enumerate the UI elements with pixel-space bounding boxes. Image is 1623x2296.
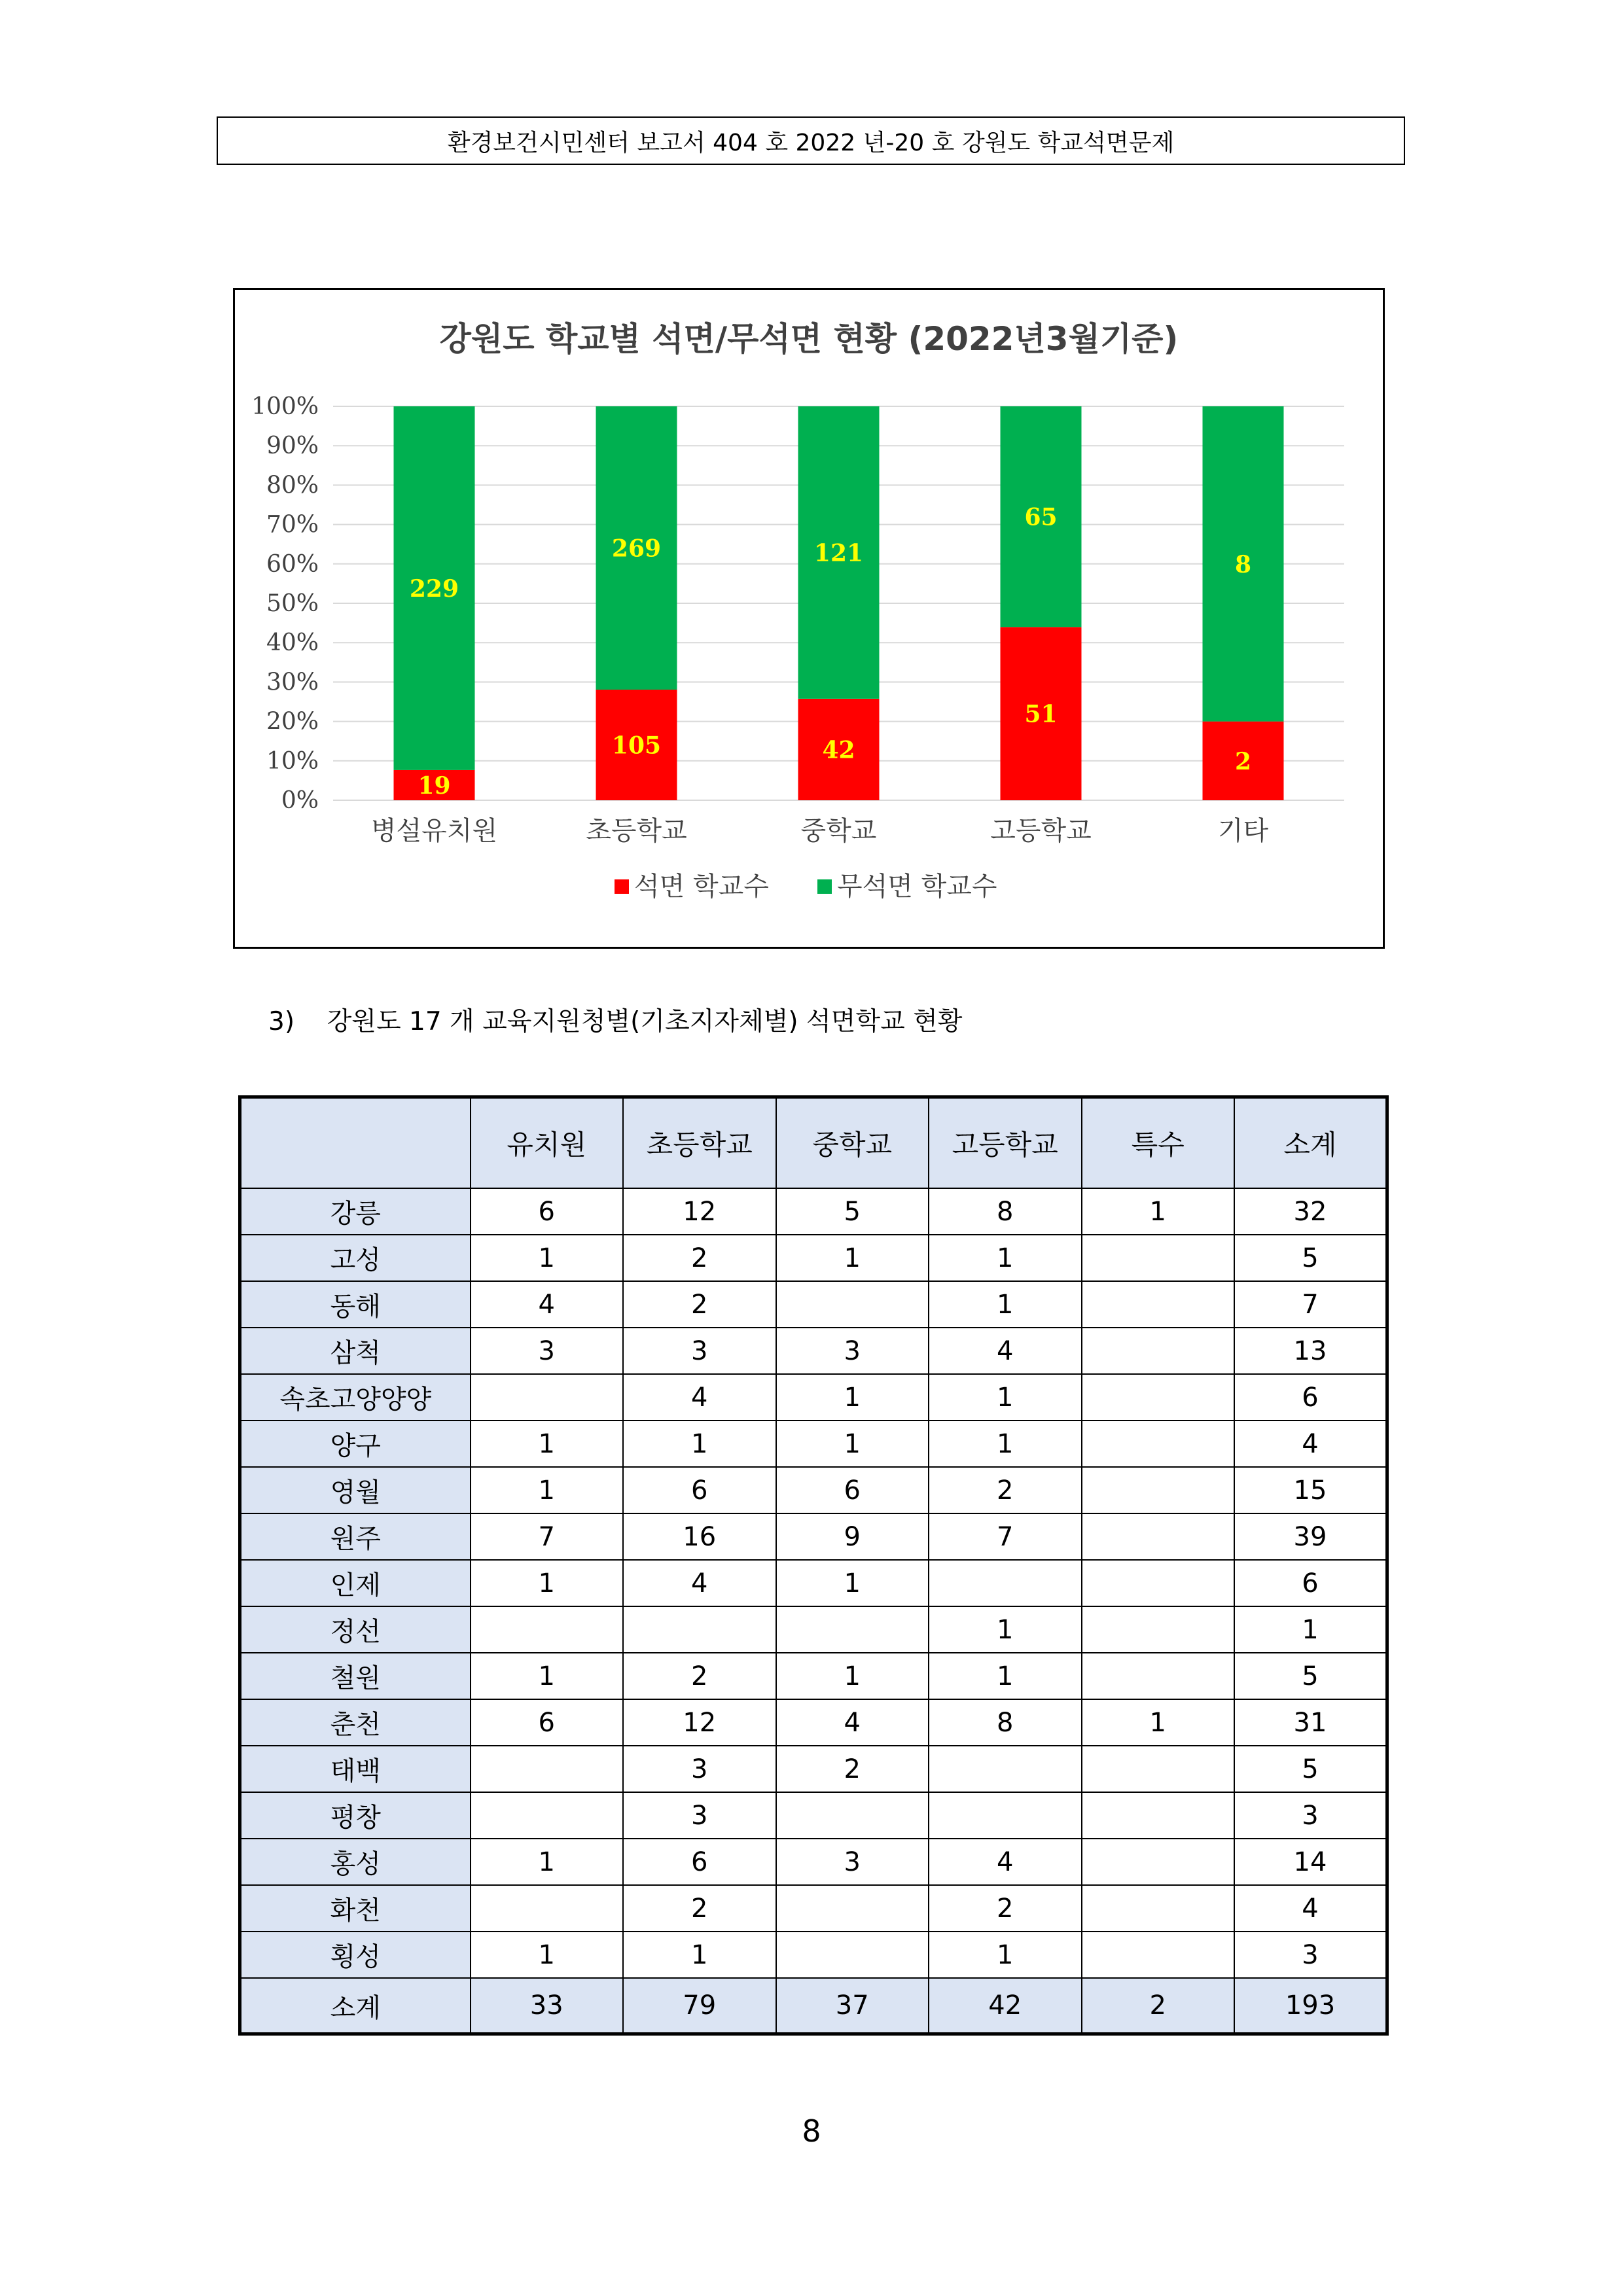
data-label: 121 <box>813 539 864 567</box>
table-row <box>240 1281 1387 1328</box>
count-cell: 1 <box>929 1421 1082 1467</box>
y-tick-label: 60% <box>266 550 319 578</box>
data-label: 105 <box>611 732 662 760</box>
count-cell <box>1082 1606 1235 1653</box>
count-cell: 2 <box>929 1885 1082 1932</box>
count-cell: 1 <box>1082 1699 1235 1746</box>
y-tick-label: 0% <box>281 787 319 814</box>
total-count-cell: 79 <box>623 1978 776 2034</box>
count-cell: 4 <box>1234 1421 1387 1467</box>
count-cell: 1 <box>929 1653 1082 1699</box>
x-tick-label: 초등학교 <box>586 816 687 846</box>
count-cell: 1 <box>471 1235 624 1281</box>
y-tick-label: 50% <box>266 590 319 617</box>
count-cell: 1 <box>929 1932 1082 1978</box>
count-cell: 12 <box>623 1699 776 1746</box>
table-row <box>240 1467 1387 1513</box>
count-cell: 3 <box>623 1746 776 1792</box>
y-tick-label: 10% <box>266 747 319 775</box>
count-cell <box>1082 1374 1235 1421</box>
count-cell: 8 <box>929 1699 1082 1746</box>
total-count-cell: 33 <box>471 1978 624 2034</box>
count-cell <box>776 1932 929 1978</box>
table-corner-cell <box>240 1097 471 1189</box>
data-label: 65 <box>1024 503 1058 531</box>
asbestos-school-table <box>238 1095 1385 2036</box>
table-row <box>240 1328 1387 1374</box>
count-cell <box>623 1606 776 1653</box>
count-cell <box>776 1606 929 1653</box>
count-cell: 4 <box>776 1699 929 1746</box>
table-row <box>240 1374 1387 1421</box>
count-cell: 32 <box>1234 1188 1387 1235</box>
region-name-cell: 화천 <box>240 1885 471 1932</box>
count-cell: 7 <box>1234 1281 1387 1328</box>
data-label: 269 <box>611 535 662 563</box>
count-cell: 2 <box>929 1467 1082 1513</box>
count-cell: 1 <box>776 1374 929 1421</box>
count-cell: 1 <box>471 1467 624 1513</box>
count-cell: 4 <box>471 1281 624 1328</box>
x-tick-label: 고등학교 <box>990 816 1092 846</box>
count-cell: 1 <box>471 1653 624 1699</box>
count-cell: 9 <box>776 1513 929 1560</box>
count-cell: 1 <box>776 1560 929 1606</box>
table-column-header: 고등학교 <box>929 1097 1082 1189</box>
count-cell <box>1082 1328 1235 1374</box>
count-cell <box>1082 1885 1235 1932</box>
total-count-cell: 193 <box>1234 1978 1387 2034</box>
region-name-cell: 홍성 <box>240 1839 471 1885</box>
count-cell: 3 <box>776 1328 929 1374</box>
count-cell: 1 <box>471 1839 624 1885</box>
table-row <box>240 1513 1387 1560</box>
count-cell <box>929 1746 1082 1792</box>
table-total-row <box>240 1978 1387 2034</box>
count-cell <box>1082 1560 1235 1606</box>
region-name-cell: 원주 <box>240 1513 471 1560</box>
x-tick-label: 중학교 <box>800 816 877 846</box>
count-cell <box>1082 1746 1235 1792</box>
table-header-row <box>240 1097 1387 1189</box>
count-cell <box>1082 1467 1235 1513</box>
region-name-cell: 동해 <box>240 1281 471 1328</box>
count-cell <box>776 1885 929 1932</box>
region-name-cell: 영월 <box>240 1467 471 1513</box>
legend-label: 석면 학교수 <box>634 872 769 902</box>
data-label: 8 <box>1234 550 1252 578</box>
count-cell: 3 <box>776 1839 929 1885</box>
count-cell <box>1082 1421 1235 1467</box>
count-cell: 3 <box>1234 1932 1387 1978</box>
region-name-cell: 강릉 <box>240 1188 471 1235</box>
total-count-cell: 37 <box>776 1978 929 2034</box>
count-cell: 2 <box>623 1281 776 1328</box>
table-column-header: 특수 <box>1082 1097 1235 1189</box>
table-row <box>240 1885 1387 1932</box>
stacked-bar-chart <box>233 288 1385 949</box>
region-name-cell: 횡성 <box>240 1932 471 1978</box>
count-cell: 1 <box>471 1932 624 1978</box>
table-row <box>240 1746 1387 1792</box>
table-row <box>240 1839 1387 1885</box>
count-cell: 4 <box>929 1839 1082 1885</box>
count-cell: 4 <box>1234 1885 1387 1932</box>
region-name-cell: 철원 <box>240 1653 471 1699</box>
count-cell <box>471 1606 624 1653</box>
count-cell: 2 <box>623 1653 776 1699</box>
region-name-cell: 양구 <box>240 1421 471 1467</box>
count-cell: 15 <box>1234 1467 1387 1513</box>
count-cell <box>929 1560 1082 1606</box>
count-cell: 1 <box>1234 1606 1387 1653</box>
region-name-cell: 고성 <box>240 1235 471 1281</box>
count-cell: 13 <box>1234 1328 1387 1374</box>
legend-swatch <box>615 879 629 894</box>
y-tick-label: 20% <box>266 708 319 735</box>
count-cell: 6 <box>1234 1560 1387 1606</box>
table-row <box>240 1792 1387 1839</box>
count-cell: 1 <box>929 1374 1082 1421</box>
report-header-text: 환경보건시민센터 보고서 404 호 2022 년-20 호 강원도 학교석면문제 <box>447 129 1175 156</box>
count-cell: 1 <box>471 1421 624 1467</box>
count-cell: 8 <box>929 1188 1082 1235</box>
table-row <box>240 1235 1387 1281</box>
table-row <box>240 1932 1387 1978</box>
count-cell: 1 <box>776 1235 929 1281</box>
count-cell: 5 <box>1234 1746 1387 1792</box>
count-cell: 4 <box>623 1374 776 1421</box>
x-tick-label: 기타 <box>1217 816 1269 846</box>
count-cell: 6 <box>623 1839 776 1885</box>
count-cell <box>471 1792 624 1839</box>
count-cell <box>929 1792 1082 1839</box>
count-cell: 2 <box>776 1746 929 1792</box>
count-cell: 6 <box>471 1188 624 1235</box>
region-name-cell: 인제 <box>240 1560 471 1606</box>
legend-swatch <box>817 879 832 894</box>
table-column-header: 유치원 <box>471 1097 624 1189</box>
x-tick-label: 병설유치원 <box>370 816 498 846</box>
data-label: 2 <box>1234 747 1252 775</box>
count-cell <box>1082 1281 1235 1328</box>
count-cell: 1 <box>471 1560 624 1606</box>
count-cell: 1 <box>623 1932 776 1978</box>
page-number: 8 <box>802 2113 821 2149</box>
table-column-header: 중학교 <box>776 1097 929 1189</box>
total-count-cell: 2 <box>1082 1978 1235 2034</box>
table-row <box>240 1188 1387 1235</box>
count-cell: 5 <box>776 1188 929 1235</box>
count-cell: 1 <box>776 1421 929 1467</box>
count-cell: 6 <box>776 1467 929 1513</box>
count-cell: 1 <box>776 1653 929 1699</box>
count-cell: 5 <box>1234 1653 1387 1699</box>
region-name-cell: 정선 <box>240 1606 471 1653</box>
count-cell: 31 <box>1234 1699 1387 1746</box>
count-cell: 4 <box>623 1560 776 1606</box>
count-cell: 3 <box>1234 1792 1387 1839</box>
legend-label: 무석면 학교수 <box>837 872 997 902</box>
count-cell <box>1082 1653 1235 1699</box>
count-cell: 1 <box>1082 1188 1235 1235</box>
region-name-cell: 태백 <box>240 1746 471 1792</box>
count-cell: 2 <box>623 1235 776 1281</box>
region-name-cell: 삼척 <box>240 1328 471 1374</box>
chart-svg <box>235 290 1383 947</box>
count-cell <box>1082 1235 1235 1281</box>
y-tick-label: 80% <box>266 472 319 499</box>
table-row <box>240 1653 1387 1699</box>
total-label-cell: 소계 <box>240 1978 471 2034</box>
y-tick-label: 70% <box>266 511 319 539</box>
count-cell <box>1082 1839 1235 1885</box>
count-cell <box>1082 1932 1235 1978</box>
count-cell: 3 <box>471 1328 624 1374</box>
count-cell: 14 <box>1234 1839 1387 1885</box>
count-cell: 6 <box>1234 1374 1387 1421</box>
y-tick-label: 100% <box>251 393 319 420</box>
table-row <box>240 1560 1387 1606</box>
table-column-header: 초등학교 <box>623 1097 776 1189</box>
count-cell: 12 <box>623 1188 776 1235</box>
count-cell: 1 <box>929 1281 1082 1328</box>
table-row <box>240 1699 1387 1746</box>
count-cell: 1 <box>929 1235 1082 1281</box>
count-cell <box>471 1746 624 1792</box>
table-row <box>240 1606 1387 1653</box>
count-cell <box>1082 1513 1235 1560</box>
count-cell <box>776 1792 929 1839</box>
count-cell <box>471 1885 624 1932</box>
count-cell: 1 <box>623 1421 776 1467</box>
count-cell: 5 <box>1234 1235 1387 1281</box>
data-label: 42 <box>822 736 855 764</box>
count-cell <box>1082 1792 1235 1839</box>
report-header <box>217 116 1405 165</box>
count-cell: 16 <box>623 1513 776 1560</box>
table-column-header: 소계 <box>1234 1097 1387 1189</box>
chart-title: 강원도 학교별 석면/무석면 현황 (2022년3월기준) <box>439 320 1179 358</box>
section-heading: 3) 강원도 17 개 교육지원청별(기초지자체별) 석면학교 현황 <box>268 1007 963 1036</box>
y-tick-label: 30% <box>266 669 319 696</box>
count-cell: 7 <box>929 1513 1082 1560</box>
data-label: 229 <box>409 574 459 603</box>
count-cell: 39 <box>1234 1513 1387 1560</box>
table-row <box>240 1421 1387 1467</box>
count-cell: 6 <box>623 1467 776 1513</box>
region-name-cell: 속초고양양양 <box>240 1374 471 1421</box>
count-cell <box>776 1281 929 1328</box>
count-cell: 6 <box>471 1699 624 1746</box>
region-name-cell: 평창 <box>240 1792 471 1839</box>
count-cell: 2 <box>623 1885 776 1932</box>
y-tick-label: 90% <box>266 433 319 460</box>
data-label: 19 <box>418 771 451 800</box>
count-cell <box>471 1374 624 1421</box>
count-cell: 7 <box>471 1513 624 1560</box>
total-count-cell: 42 <box>929 1978 1082 2034</box>
count-cell: 3 <box>623 1328 776 1374</box>
data-label: 51 <box>1024 700 1058 728</box>
region-name-cell: 춘천 <box>240 1699 471 1746</box>
count-cell: 3 <box>623 1792 776 1839</box>
count-cell: 1 <box>929 1606 1082 1653</box>
y-tick-label: 40% <box>266 629 319 657</box>
count-cell: 4 <box>929 1328 1082 1374</box>
